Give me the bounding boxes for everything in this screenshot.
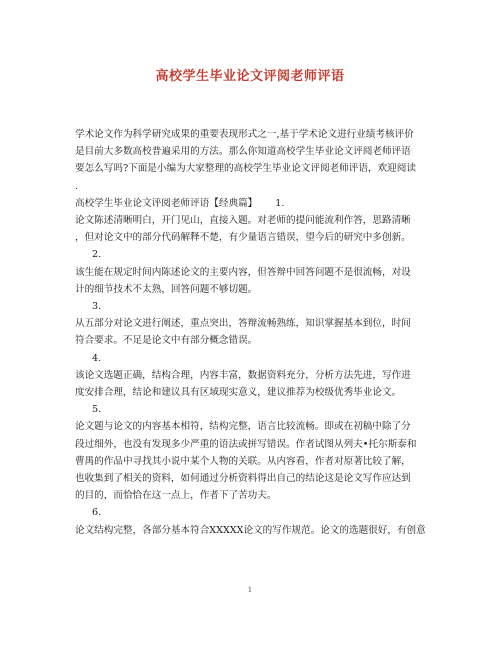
- text-line: 论文陈述清晰明白，开门见山，直接入题。对老师的提问能流利作答，思路清晰: [75, 215, 411, 227]
- text-line: 该论文选题正确，结构合理，内容丰富，数据资料充分，分析方法先进，写作进: [75, 369, 411, 381]
- text-line: 曹禺的作品中寻找其小说中某个人物的关联。从内容看，作者对原著比较了解，: [75, 455, 411, 467]
- text-line: 学术论文作为科学研究成果的重要表现形式之一,基于学术论文进行业绩考核评价: [75, 129, 414, 140]
- list-item: [75, 504, 430, 538]
- text-line: 也收集到了相关的资料，如何通过分析资料得出自己的结论这是论文写作应达到: [75, 473, 411, 485]
- text-line: 计的细节技术不太熟，回答问题不够切题。: [75, 283, 258, 295]
- list-item: [75, 246, 430, 298]
- text-line: 该生能在规定时间内陈述论文的主要内容，但答辩中回答问题不是很流畅，对设: [75, 266, 411, 278]
- text-line: .: [75, 180, 79, 192]
- list-item: [75, 212, 430, 246]
- text-line: 段过细外，也没有发现多少严重的语法或拼写错误。作者试图从列夫•托尔斯泰和: [75, 438, 417, 450]
- list-item: [75, 350, 430, 402]
- item-number: 4.: [92, 352, 102, 364]
- document-title: 高校学生毕业论文评阅老师评语: [155, 69, 345, 84]
- page-number: 1: [247, 586, 253, 594]
- item-number: 3.: [92, 301, 102, 313]
- item-number: 6.: [92, 507, 102, 519]
- item-number: 5.: [92, 404, 102, 416]
- text-line: 是目前大多数高校普遍采用的方法。那么你知道高校学生毕业论文评阅老师评语: [75, 146, 411, 158]
- text-line: 要怎么写吗?下面是小编为大家整理的高校学生毕业论文评阅老师评语，欢迎阅读: [75, 163, 416, 175]
- text-line: ，但对论文中的部分代码解释不楚，有少量语言错误，望今后的研究中多创新。: [75, 232, 411, 244]
- text-line: 从五部分对论文进行阐述，重点突出，答辩流畅熟练，知识掌握基本到位，时间: [75, 318, 411, 330]
- text-line: 论文题与论文的内容基本相符，结构完整，语言比较流畅。即或在初稿中除了分: [75, 421, 411, 433]
- list-item: [75, 401, 430, 504]
- heading-text: 高校学生毕业论文评阅老师评语【经典篇】: [75, 197, 258, 209]
- text-line: 论文结构完整，各部分基本符合XXXXX论文的写作规范。论文的选题很好，有创意: [75, 524, 426, 536]
- heading-number: 1.: [275, 197, 285, 209]
- text-line: 的目的，而恰恰在这一点上，作者下了苦功夫。: [75, 490, 277, 502]
- intro-paragraph: [75, 126, 430, 195]
- text-line: 度安排合理，结论和建议具有区域现实意义，建议推荐为校级优秀毕业论文。: [75, 387, 402, 399]
- section-heading: [75, 195, 430, 212]
- text-line: 符合要求。不足是论文中有部分概念错误。: [75, 335, 258, 347]
- document-body: [75, 126, 430, 539]
- item-number: 2.: [92, 249, 102, 261]
- list-item: [75, 298, 430, 350]
